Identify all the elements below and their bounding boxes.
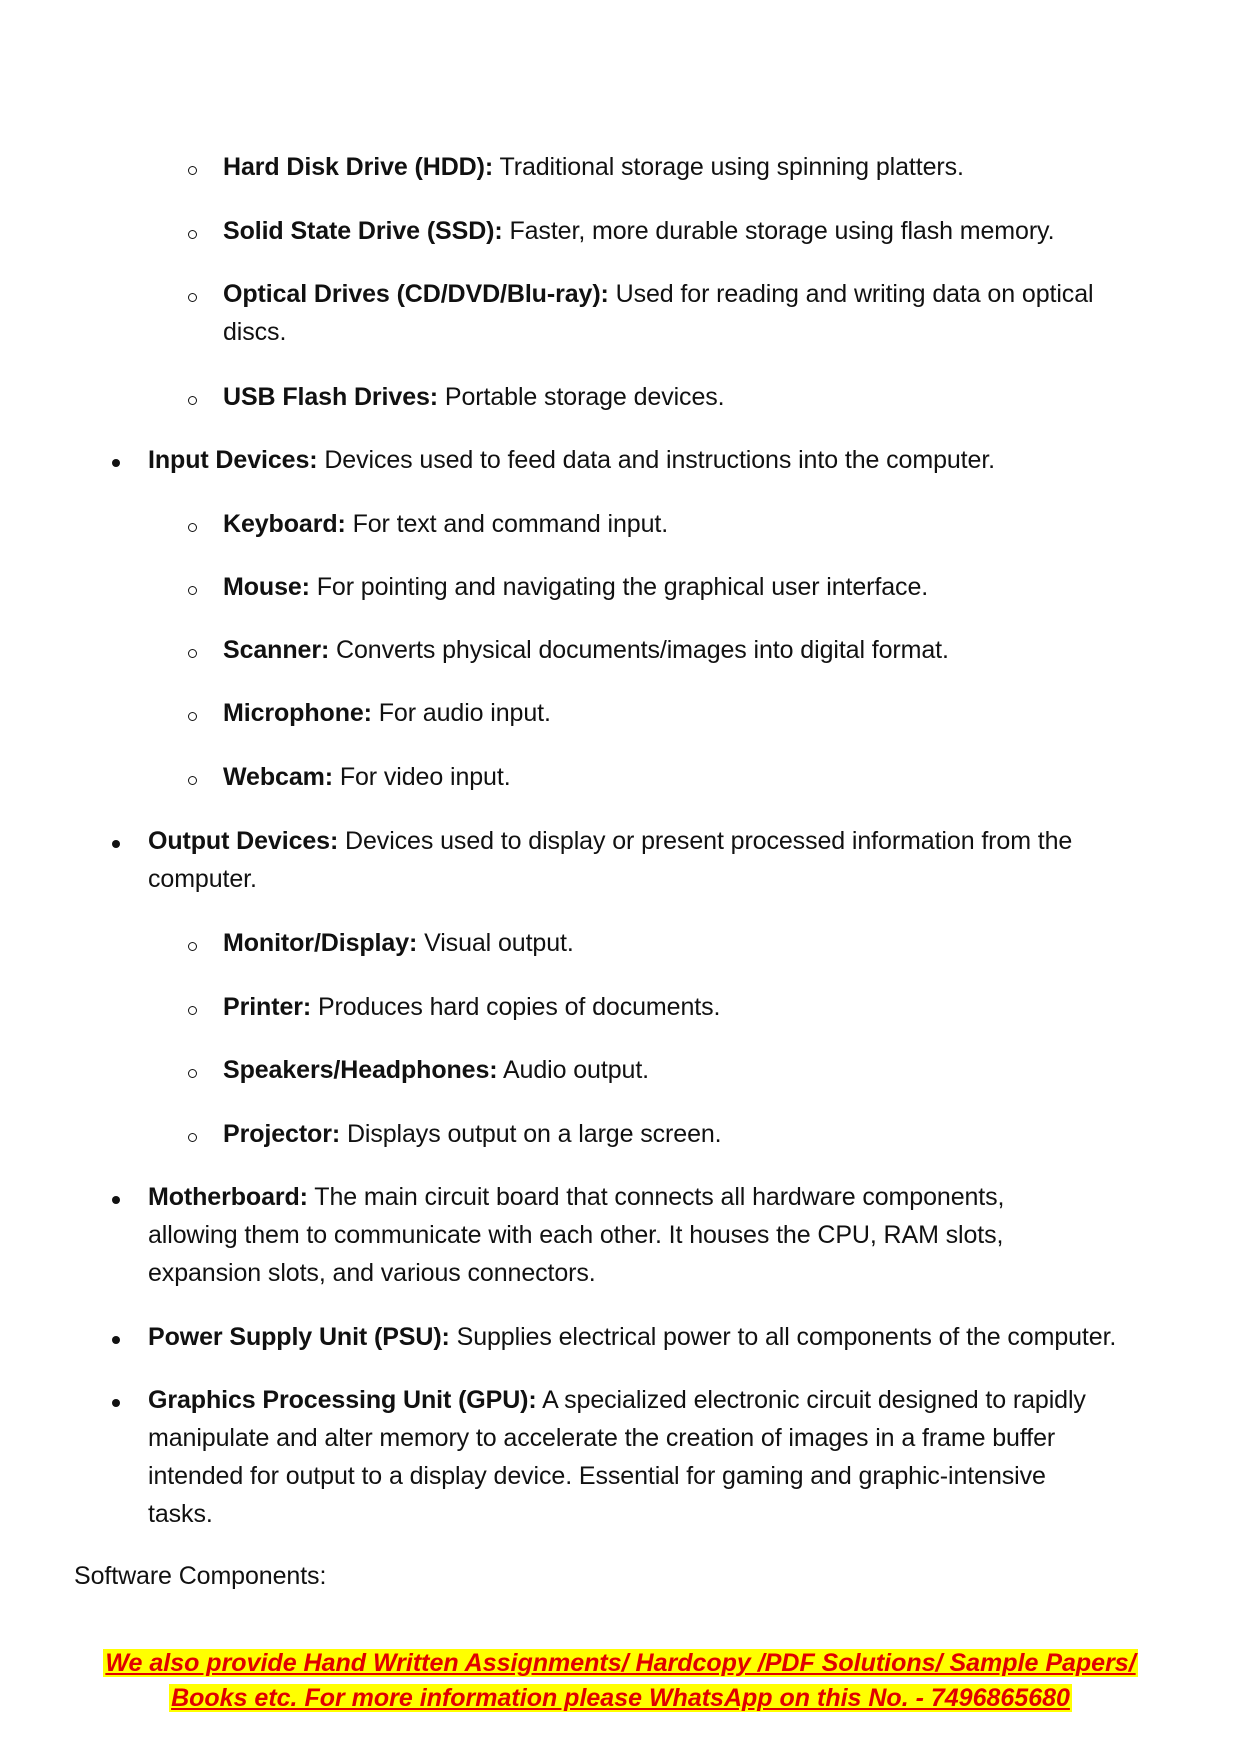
bullet-icon [112,1196,120,1204]
list-item-continuation: computer. [148,865,257,893]
list-item-gpu: Graphics Processing Unit (GPU): A specialized electronic circuit designed to rapidly [148,1386,1086,1414]
circle-bullet-icon [188,1133,197,1142]
circle-bullet-icon [188,230,197,239]
circle-bullet-icon [188,166,197,175]
list-item-continuation: allowing them to communicate with each other. It houses the CPU, RAM slots, [148,1221,1004,1249]
circle-bullet-icon [188,712,197,721]
section-heading-software: Software Components: [74,1562,327,1590]
list-item-speakers: Speakers/Headphones: Audio output. [223,1056,650,1084]
circle-bullet-icon [188,396,197,405]
list-item-continuation: tasks. [148,1500,213,1528]
bullet-icon [112,840,120,848]
list-item-hdd: Hard Disk Drive (HDD): Traditional storage using spinning platters. [223,153,964,181]
list-item-motherboard: Motherboard: The main circuit board that connects all hardware components, [148,1183,1005,1211]
bullet-icon [112,1336,120,1344]
list-item-continuation: expansion slots, and various connectors. [148,1259,596,1287]
list-item-microphone: Microphone: For audio input. [223,699,551,727]
circle-bullet-icon [188,942,197,951]
bullet-icon [112,1399,120,1407]
list-item-keyboard: Keyboard: For text and command input. [223,510,669,538]
circle-bullet-icon [188,1006,197,1015]
list-item-printer: Printer: Produces hard copies of documents. [223,993,721,1021]
list-item-continuation: manipulate and alter memory to accelerate the creation of images in a frame buffer [148,1424,1056,1452]
circle-bullet-icon [188,293,197,302]
list-item-mouse: Mouse: For pointing and navigating the graphical user interface. [223,573,929,601]
bullet-icon [112,459,120,467]
circle-bullet-icon [188,523,197,532]
list-item-webcam: Webcam: For video input. [223,763,511,791]
circle-bullet-icon [188,649,197,658]
list-item-projector: Projector: Displays output on a large screen. [223,1120,722,1148]
circle-bullet-icon [188,586,197,595]
promo-line-1: We also provide Hand Written Assignments/ Hardcopy /PDF Solutions/ Sample Papers/ [105,1649,1136,1677]
list-item-output-devices: Output Devices: Devices used to display or present processed information from the [148,827,1073,855]
circle-bullet-icon [188,1069,197,1078]
list-item-optical-drives: Optical Drives (CD/DVD/Blu-ray): Used for reading and writing data on optical [223,280,1094,308]
promo-line-2: Books etc. For more information please WhatsApp on this No. - 7496865680 [171,1684,1070,1712]
list-item-usb-flash-drives: USB Flash Drives: Portable storage devices. [223,383,725,411]
list-item-continuation: intended for output to a display device. Essential for gaming and graphic-intensive [148,1462,1046,1490]
list-item-psu: Power Supply Unit (PSU): Supplies electrical power to all components of the computer. [148,1323,1117,1351]
circle-bullet-icon [188,776,197,785]
list-item-monitor: Monitor/Display: Visual output. [223,929,574,957]
list-item-ssd: Solid State Drive (SSD): Faster, more durable storage using flash memory. [223,217,1055,245]
list-item-continuation: discs. [223,318,287,346]
list-item-scanner: Scanner: Converts physical documents/images into digital format. [223,636,949,664]
list-item-input-devices: Input Devices: Devices used to feed data and instructions into the computer. [148,446,996,474]
